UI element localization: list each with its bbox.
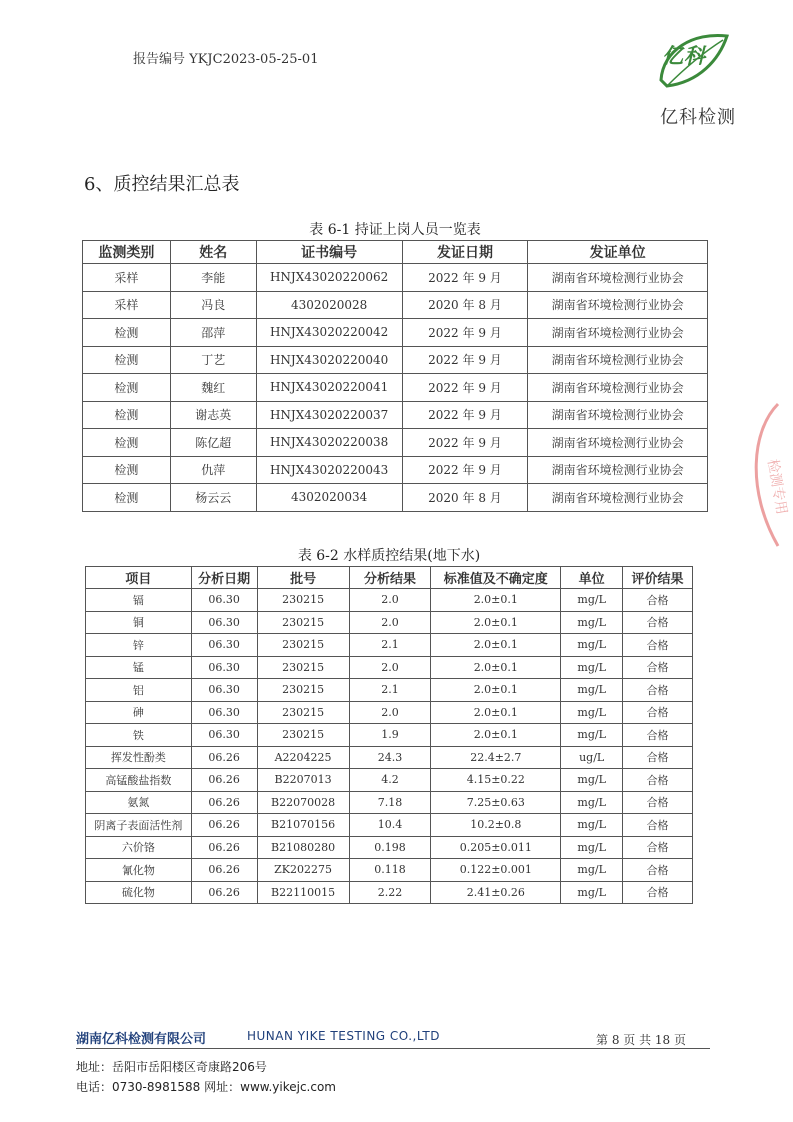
qc-row [86, 611, 693, 634]
qc-row [86, 724, 693, 747]
table1-cell: 4302020028 [256, 291, 402, 319]
table1-cell: HNJX43020220038 [256, 429, 402, 457]
staff-row [83, 374, 708, 402]
logo-seal-text: 亿科 [662, 43, 706, 68]
table1-cell: 陈亿超 [170, 429, 256, 457]
red-stamp-seal [738, 400, 793, 550]
footer-phone-web: 电话：0730-8981588 网址：www.yikejc.com [76, 1080, 336, 1094]
qc-row [86, 634, 693, 657]
section-title: 6、质控结果汇总表 [84, 174, 240, 195]
staff-row [83, 291, 708, 319]
table2-header-cell: 评价结果 [623, 567, 693, 589]
table2-cell: 10.4 [349, 814, 431, 837]
table2-cell: 合格 [623, 881, 693, 904]
table2-cell: 0.205±0.011 [431, 836, 561, 859]
table2-header-row [86, 567, 693, 589]
table1-cell: 湖南省环境检测行业协会 [528, 456, 708, 484]
table2-cell: ZK202275 [257, 859, 349, 882]
table1-cell: HNJX43020220041 [256, 374, 402, 402]
qc-row [86, 679, 693, 702]
table2-cell: 合格 [623, 769, 693, 792]
table2-cell: mg/L [561, 791, 623, 814]
table2-cell: 合格 [623, 679, 693, 702]
logo-name: 亿科检测 [660, 107, 736, 128]
staff-row [83, 346, 708, 374]
table2-cell: mg/L [561, 701, 623, 724]
table1-cell: 李能 [170, 264, 256, 292]
table2-cell: 06.26 [191, 746, 257, 769]
table2-cell: mg/L [561, 611, 623, 634]
table2-cell: 合格 [623, 836, 693, 859]
table2-cell: 合格 [623, 701, 693, 724]
table2-body [86, 589, 693, 904]
table2-cell: 22.4±2.7 [431, 746, 561, 769]
table2-cell: 7.18 [349, 791, 431, 814]
table2-cell: 铁 [86, 724, 192, 747]
table1-cell: 检测 [83, 319, 171, 347]
company-logo [648, 30, 748, 130]
qc-row [86, 656, 693, 679]
qc-row [86, 836, 693, 859]
table2-cell: 2.0±0.1 [431, 589, 561, 612]
qc-row [86, 589, 693, 612]
table1-cell: 采样 [83, 264, 171, 292]
table1-cell: 检测 [83, 456, 171, 484]
table2-cell: 2.0 [349, 589, 431, 612]
table1-cell: 4302020034 [256, 484, 402, 512]
qc-row [86, 746, 693, 769]
table1-cell: 仇萍 [170, 456, 256, 484]
qc-row [86, 769, 693, 792]
staff-row [83, 456, 708, 484]
staff-row [83, 429, 708, 457]
table2-cell: 合格 [623, 724, 693, 747]
table1-cell: 湖南省环境检测行业协会 [528, 429, 708, 457]
table2-cell: 06.30 [191, 589, 257, 612]
staff-row [83, 484, 708, 512]
table1-cell: 2022 年 9 月 [402, 346, 528, 374]
table2-cell: 1.9 [349, 724, 431, 747]
table2-cell: 06.30 [191, 679, 257, 702]
table2-cell: B22110015 [257, 881, 349, 904]
table2-cell: 2.0 [349, 611, 431, 634]
table2-cell: 2.0±0.1 [431, 656, 561, 679]
table2-cell: A2204225 [257, 746, 349, 769]
table1-cell: HNJX43020220062 [256, 264, 402, 292]
table2-cell: 合格 [623, 859, 693, 882]
table2-cell: mg/L [561, 814, 623, 837]
table2-header-cell: 标准值及不确定度 [431, 567, 561, 589]
table2-cell: 06.26 [191, 836, 257, 859]
table1-cell: 2022 年 9 月 [402, 401, 528, 429]
table2-cell: 06.30 [191, 724, 257, 747]
table2-cell: 2.0±0.1 [431, 724, 561, 747]
table2-cell: 230215 [257, 611, 349, 634]
table1-cell: 湖南省环境检测行业协会 [528, 319, 708, 347]
table2-cell: 0.198 [349, 836, 431, 859]
table2-cell: 2.41±0.26 [431, 881, 561, 904]
table2-cell: 阴离子表面活性剂 [86, 814, 192, 837]
table2-cell: 7.25±0.63 [431, 791, 561, 814]
table2-cell: 2.22 [349, 881, 431, 904]
table2-cell: mg/L [561, 769, 623, 792]
table2-cell: 06.26 [191, 859, 257, 882]
table2-cell: 06.30 [191, 701, 257, 724]
water-qc-table [85, 566, 693, 904]
table2-cell: 230215 [257, 724, 349, 747]
table2-cell: B22070028 [257, 791, 349, 814]
table2-cell: B2207013 [257, 769, 349, 792]
table1-body [83, 264, 708, 512]
footer-company-en: HUNAN YIKE TESTING CO.,LTD [247, 1029, 440, 1043]
table2-cell: 镉 [86, 589, 192, 612]
table2-cell: 2.0±0.1 [431, 701, 561, 724]
table2-cell: mg/L [561, 836, 623, 859]
table2-cell: 合格 [623, 814, 693, 837]
table1-cell: 采样 [83, 291, 171, 319]
table2-cell: mg/L [561, 724, 623, 747]
table2-cell: 06.30 [191, 611, 257, 634]
table2-cell: 砷 [86, 701, 192, 724]
table2-cell: 高锰酸盐指数 [86, 769, 192, 792]
table1-cell: 2022 年 9 月 [402, 319, 528, 347]
table2-cell: 230215 [257, 679, 349, 702]
footer-company-cn: 湖南亿科检测有限公司 [76, 1032, 207, 1047]
table1-cell: HNJX43020220043 [256, 456, 402, 484]
table2-cell: 06.30 [191, 656, 257, 679]
table1-cell: 2022 年 9 月 [402, 264, 528, 292]
table2-cell: 230215 [257, 656, 349, 679]
table2-header-cell: 单位 [561, 567, 623, 589]
table1-cell: 2022 年 9 月 [402, 456, 528, 484]
table2-cell: 合格 [623, 634, 693, 657]
table1-header-row [83, 241, 708, 264]
table1-cell: 丁艺 [170, 346, 256, 374]
table2-cell: 硫化物 [86, 881, 192, 904]
table2-cell: 2.1 [349, 634, 431, 657]
table1-header-cell: 姓名 [170, 241, 256, 264]
table2-cell: mg/L [561, 881, 623, 904]
table2-header-cell: 分析结果 [349, 567, 431, 589]
footer-address: 地址：岳阳市岳阳楼区奇康路206号 [76, 1060, 267, 1074]
table1-cell: HNJX43020220042 [256, 319, 402, 347]
table2-cell: 锌 [86, 634, 192, 657]
table1-header-cell: 监测类别 [83, 241, 171, 264]
table1-cell: 湖南省环境检测行业协会 [528, 484, 708, 512]
table2-cell: mg/L [561, 859, 623, 882]
table2-cell: 0.118 [349, 859, 431, 882]
table2-cell: 230215 [257, 589, 349, 612]
table1-cell: 2020 年 8 月 [402, 291, 528, 319]
table2-cell: 挥发性酚类 [86, 746, 192, 769]
table1-caption: 表 6-1 持证上岗人员一览表 [309, 222, 481, 238]
qc-row [86, 814, 693, 837]
table2-header-cell: 项目 [86, 567, 192, 589]
table1-cell: 邵萍 [170, 319, 256, 347]
table1-cell: 检测 [83, 429, 171, 457]
qc-row [86, 859, 693, 882]
table1-cell: 湖南省环境检测行业协会 [528, 264, 708, 292]
table2-cell: B21070156 [257, 814, 349, 837]
table2-cell: 2.0±0.1 [431, 679, 561, 702]
table2-cell: 230215 [257, 634, 349, 657]
table2-cell: 06.26 [191, 814, 257, 837]
table2-cell: 氨氮 [86, 791, 192, 814]
table1-cell: 魏红 [170, 374, 256, 402]
table1-header-cell: 发证单位 [528, 241, 708, 264]
staff-row [83, 401, 708, 429]
qc-row [86, 701, 693, 724]
table1-cell: 湖南省环境检测行业协会 [528, 291, 708, 319]
table2-cell: 合格 [623, 611, 693, 634]
table1-cell: 冯良 [170, 291, 256, 319]
table1-cell: 2022 年 9 月 [402, 374, 528, 402]
table1-cell: HNJX43020220040 [256, 346, 402, 374]
table2-cell: 锰 [86, 656, 192, 679]
table2-cell: mg/L [561, 656, 623, 679]
table1-cell: 谢志英 [170, 401, 256, 429]
table1-cell: 检测 [83, 484, 171, 512]
table1-header-cell: 证书编号 [256, 241, 402, 264]
staff-row [83, 264, 708, 292]
table1-cell: 2022 年 9 月 [402, 429, 528, 457]
table2-cell: 10.2±0.8 [431, 814, 561, 837]
table1-header-cell: 发证日期 [402, 241, 528, 264]
table2-cell: 4.15±0.22 [431, 769, 561, 792]
table1-cell: 检测 [83, 346, 171, 374]
table1-cell: 杨云云 [170, 484, 256, 512]
svg-text:检测专用: 检测专用 [764, 457, 790, 516]
table2-cell: 2.1 [349, 679, 431, 702]
table2-cell: 230215 [257, 701, 349, 724]
table2-cell: 氰化物 [86, 859, 192, 882]
table2-cell: 铜 [86, 611, 192, 634]
footer-divider [76, 1048, 710, 1049]
table2-cell: 2.0±0.1 [431, 611, 561, 634]
qc-row [86, 791, 693, 814]
table2-cell: 06.26 [191, 769, 257, 792]
table1-cell: 2020 年 8 月 [402, 484, 528, 512]
table1-cell: HNJX43020220037 [256, 401, 402, 429]
table2-cell: 六价铬 [86, 836, 192, 859]
table2-cell: 06.30 [191, 634, 257, 657]
table2-cell: B21080280 [257, 836, 349, 859]
table2-header-cell: 批号 [257, 567, 349, 589]
certified-staff-table [82, 240, 708, 512]
table2-cell: mg/L [561, 679, 623, 702]
page-number: 第 8 页 共 18 页 [596, 1033, 686, 1047]
table2-cell: ug/L [561, 746, 623, 769]
table2-header-cell: 分析日期 [191, 567, 257, 589]
table2-cell: 合格 [623, 746, 693, 769]
table1-cell: 检测 [83, 374, 171, 402]
table2-cell: 2.0 [349, 656, 431, 679]
table1-cell: 检测 [83, 401, 171, 429]
report-number: 报告编号 YKJC2023-05-25-01 [133, 52, 319, 67]
table2-cell: 0.122±0.001 [431, 859, 561, 882]
table2-caption: 表 6-2 水样质控结果(地下水) [297, 548, 481, 564]
table2-cell: 24.3 [349, 746, 431, 769]
staff-row [83, 319, 708, 347]
table2-cell: mg/L [561, 589, 623, 612]
table2-cell: 06.26 [191, 881, 257, 904]
table1-cell: 湖南省环境检测行业协会 [528, 374, 708, 402]
table2-cell: 2.0 [349, 701, 431, 724]
table1-cell: 湖南省环境检测行业协会 [528, 346, 708, 374]
table2-cell: mg/L [561, 634, 623, 657]
table2-cell: 铝 [86, 679, 192, 702]
table2-cell: 06.26 [191, 791, 257, 814]
table2-cell: 2.0±0.1 [431, 634, 561, 657]
table2-cell: 合格 [623, 589, 693, 612]
qc-row [86, 881, 693, 904]
table2-cell: 4.2 [349, 769, 431, 792]
table2-cell: 合格 [623, 791, 693, 814]
table2-cell: 合格 [623, 656, 693, 679]
table1-cell: 湖南省环境检测行业协会 [528, 401, 708, 429]
